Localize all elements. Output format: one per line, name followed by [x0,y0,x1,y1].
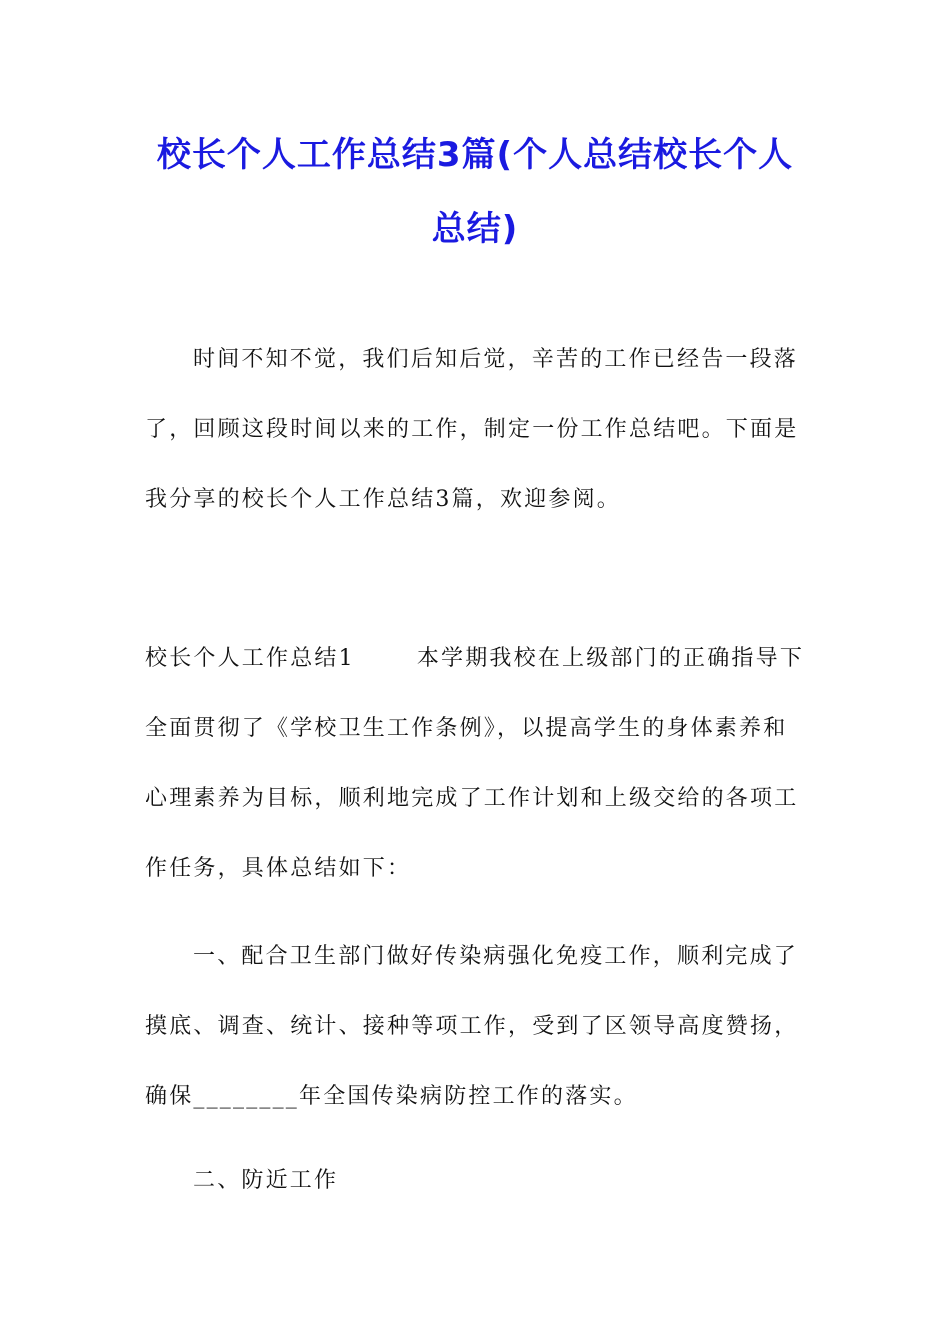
point-2-paragraph [145,1146,805,1216]
section-1-first-line-text: 本学期我校在上级部门的正确指导下 [416,646,805,671]
section-1-paragraph [145,624,805,904]
intro-paragraph [145,325,805,535]
section-1-heading: 校长个人工作总结1 [145,646,355,671]
intro-line-1: 时间不知不觉，我们后知后觉，辛苦的工作已经告一段落 [193,347,799,372]
section-1-line-3: 心理素养为目标，顺利地完成了工作计划和上级交给的各项工 [145,786,799,811]
title-line-1: 校长个人工作总结3篇(个人总结校长个人 [156,135,794,175]
intro-line-3: 我分享的校长个人工作总结3篇，欢迎参阅。 [145,487,621,512]
section-1-first-line [145,624,805,694]
point-1-paragraph [145,922,805,1132]
point-1-line-1: 一、配合卫生部门做好传染病强化免疫工作，顺利完成了 [193,944,799,969]
title-line-2: 总结) [431,209,519,249]
point-1-line-3: 确保________年全国传染病防控工作的落实。 [145,1084,638,1109]
point-1-line-2: 摸底、调查、统计、接种等项工作，受到了区领导高度赞扬， [145,1014,799,1039]
document-title [120,118,830,266]
point-2-heading: 二、防近工作 [193,1168,339,1193]
section-1-line-2: 全面贯彻了《学校卫生工作条例》，以提高学生的身体素养和 [145,716,788,741]
section-1-line-4: 作任务，具体总结如下： [145,856,412,881]
intro-line-2: 了，回顾这段时间以来的工作，制定一份工作总结吧。下面是 [145,417,799,442]
